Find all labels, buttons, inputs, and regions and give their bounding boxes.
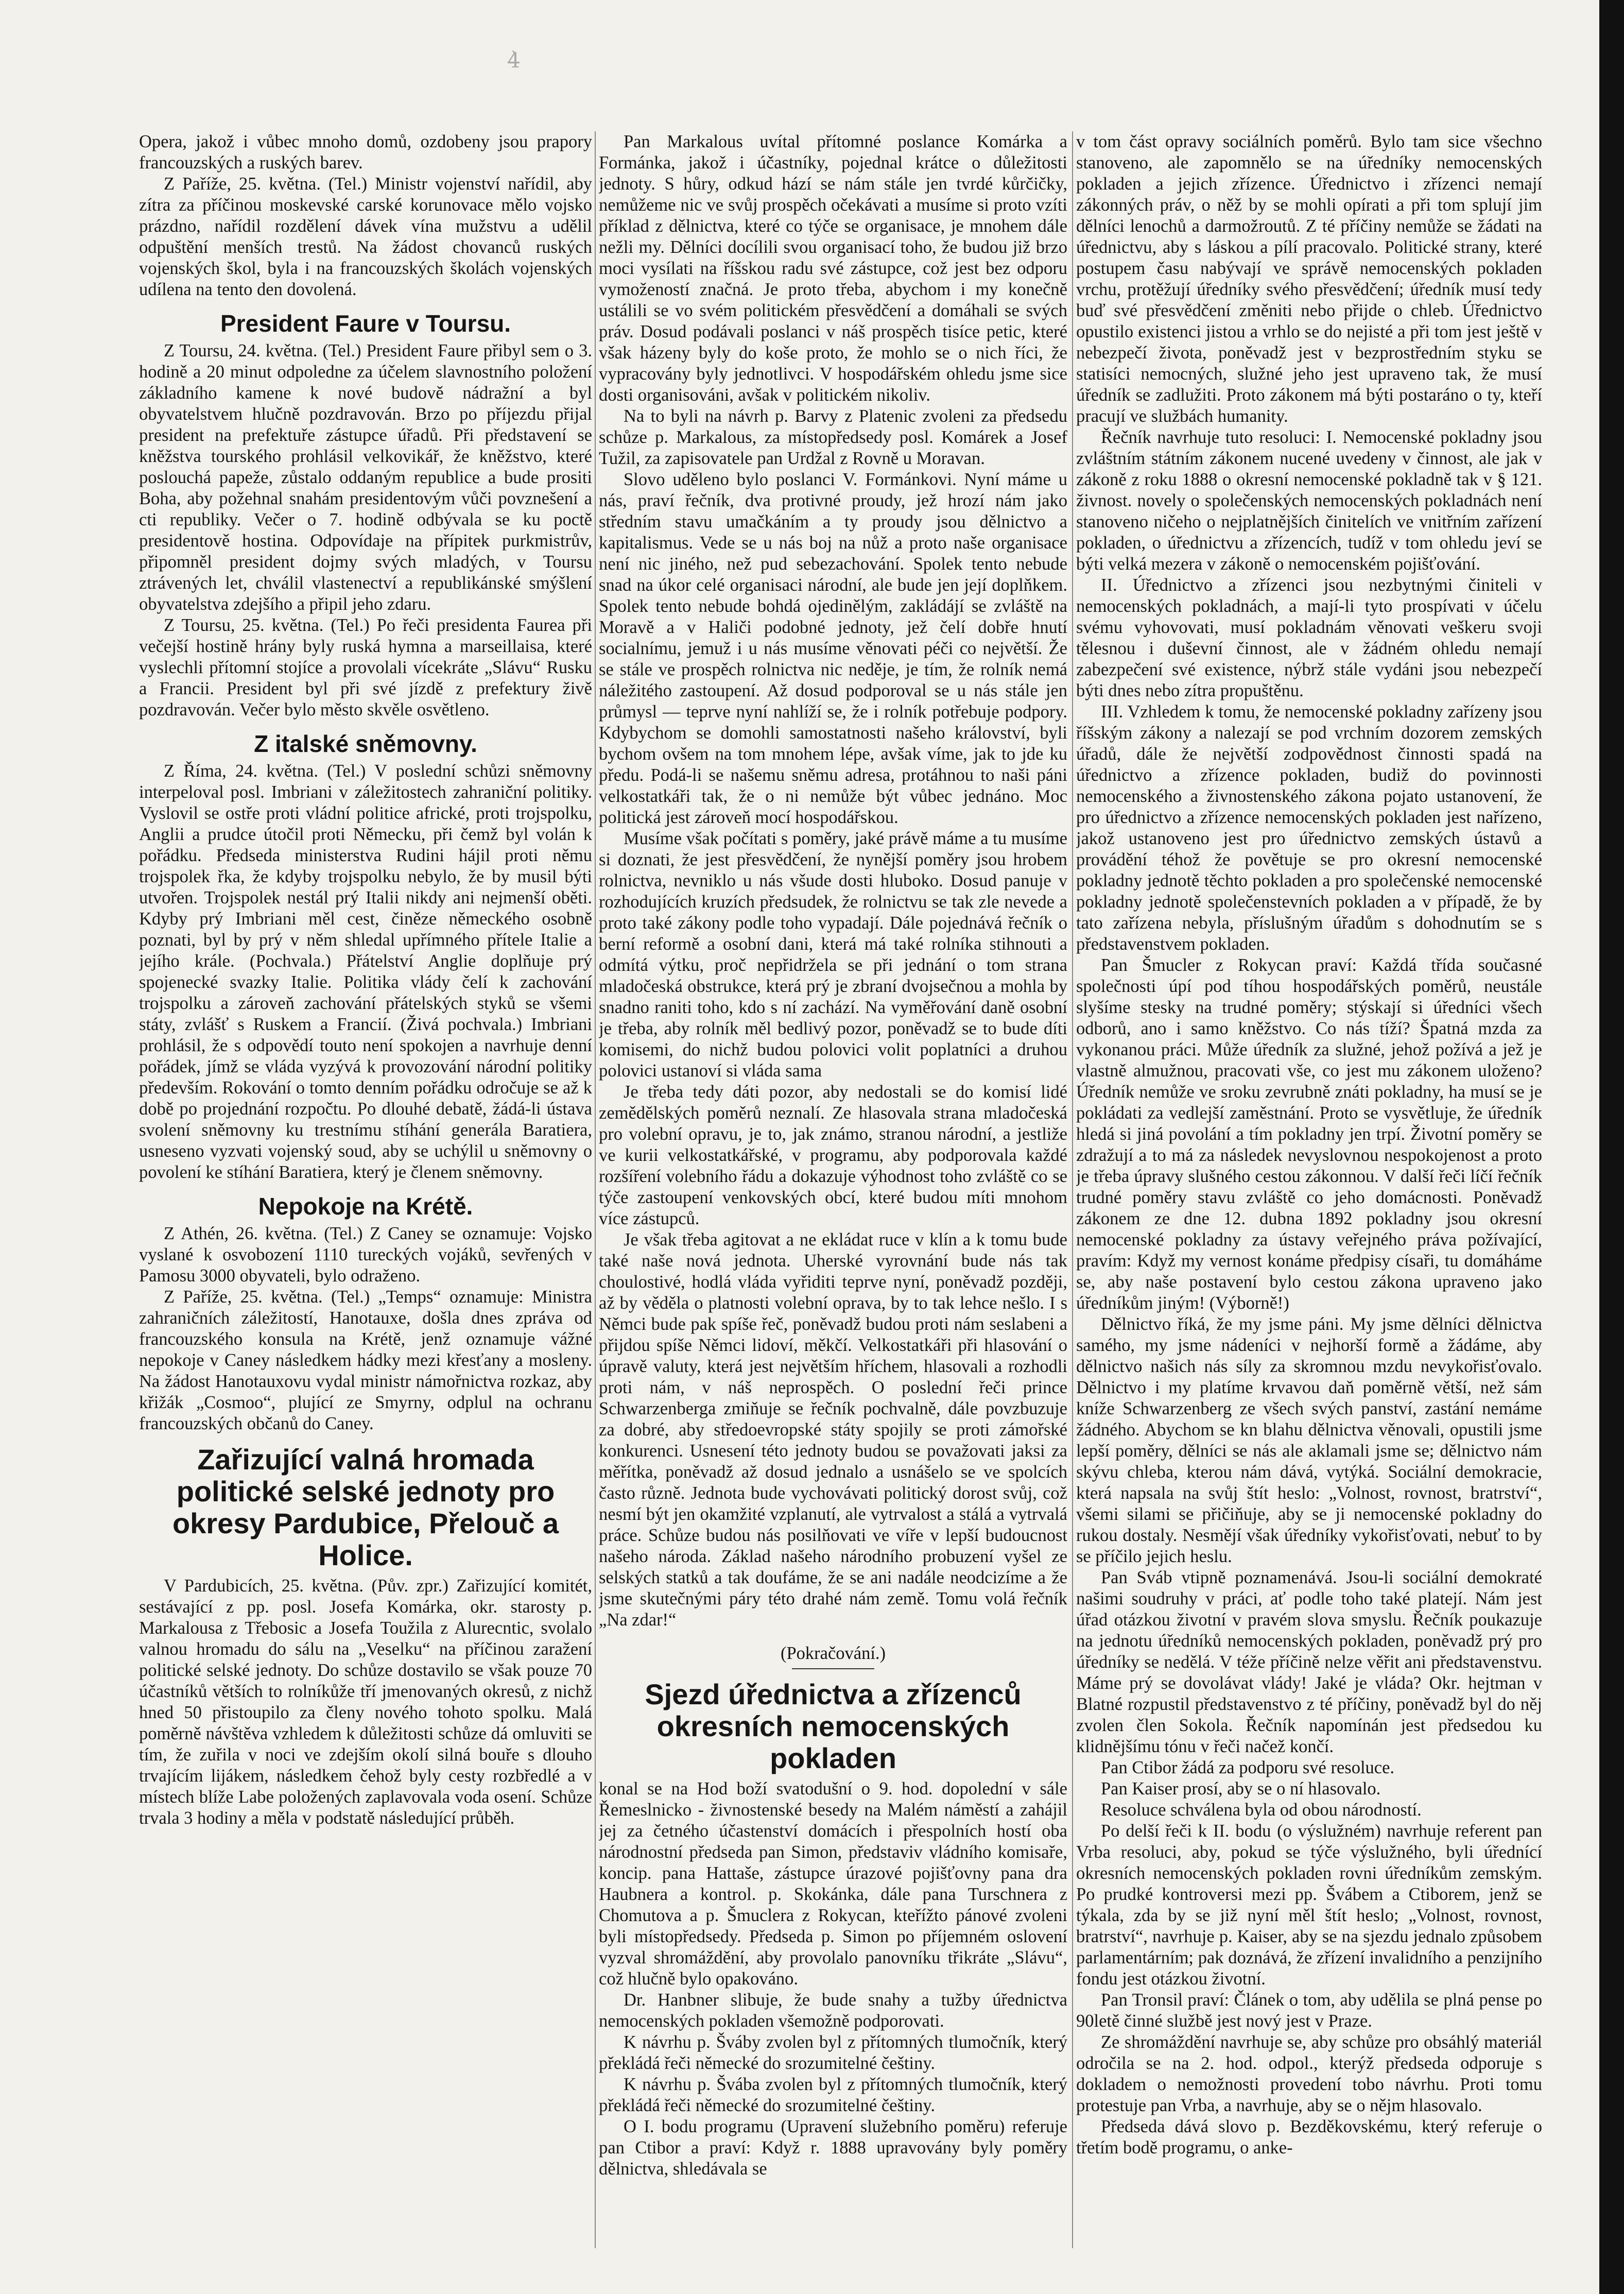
paragraph: II. Úřednictvo a zřízenci jsou nezbytnými činiteli v nemocenských pokladnách, a mají-li tyto prospívati v účelu svému vyhovovati, musí pokladnám věnovati veškeru svoji tělesnou i duševní činnost, ale v žádném ohledu nemají zabezpečení své existence, nýbrž stále vydáni jsou nebezpečí býti dnes nebo zítra propuštěnu. [1076,575,1542,700]
paragraph: K návrhu p. Švába zvolen byl z přítomných tlumočník, který překládá řeči německé do srozumitelné češtiny. [599,2075,1067,2115]
paragraph: Opera, jakož i vůbec mnoho domů, ozdobeny jsou prapory francouzských a ruských barev. [139,132,592,173]
column-rule [595,131,596,2248]
article-heading: Z italské sněmovny. [254,730,477,757]
column-2 [599,131,1067,2253]
paragraph: konal se na Hod boží svatodušní o 9. hod. dopolední v sále Řemeslnicko - živnostenské besedy na Malém náměstí a zahájil jej za četného účastenství domácích i přespolních hostí oba národnostní předseda pan Simon, představiv vládního komisaře, koncip. pana Hattaše, zástupce úrazové pojišťovny pana dra Haubnera a kontrol. p. Skokánka, dále pana Turschnera z Chomutova a p. Šmuclera z Rokycan, kteřížto pánové zvoleni byli místopředsedy. Předseda p. Simon po příjemném oslovení vyzval shromáždění, aby provolalo panovníku třikráte „Slávu“, což hlučně bylo opakováno. [599,1779,1067,1989]
page-mark: 4̶̀ [507,49,521,73]
paragraph: Musíme však počítati s poměry, jaké právě máme a tu musíme si doznati, že jest přesvědčení, že nynější poměry jsou hrobem rolnictva, nevniklo u nás všude dosti hluboko. Dosud panuje v rozhodujících kruzích předsudek, že rolnictvu se tak zle nevede a proto také zákony podle toho vypadají. Dále pojednává řečník o berní reformě a osobní dani, která má také rolníka stihnouti a odmítá výtku, proč nepřidržela se při jednání o tom strana mladočeská obstrukce, která prý je zbraní dvojsečnou a mohla by snadno raniti toho, kdo s ní zachází. Na vyměřování daně osobní je třeba, aby rolník měl bedlivý pozor, poněvadž se to bude díti komisemi, do nichž budou polovici volit poplatníci a druhou polovici ustanoví si vláda sama [599,829,1067,1081]
paragraph: Dr. Hanbner slibuje, že bude snahy a tužby úřednictva nemocenských pokladen všemožně podporovati. [599,1990,1067,2031]
paragraph: Pan Tronsil praví: Článek o tom, aby udělila se plná pense po 90letě činné službě jest nový jest v Praze. [1076,1990,1542,2031]
paragraph: Z Toursu, 25. května. (Tel.) Po řeči presidenta Faurea při večejší hostině hrány byly ruská hymna a marseillaisa, které vyslechli přítomní stojíce a provolali vícekráte „Slávu“ Rusku a Francii. President byl při své jízdě z prefektury živě pozdravován. Večer bylo město skvěle osvětleno. [139,615,592,720]
paragraph: III. Vzhledem k tomu, že nemocenské pokladny zařízeny jsou říšským zákony a nalezají se pod vrchním dozorem zemských úřadů, dále že největší zodpovědnost činnosti spadá na úřednictvo a zřízence pokladen, budiž do povinnosti nemocenského a živnostenského zákona pojato ustanovení, že pro úřednictvo a zřízence nemocenských pokladen jest nařízeno, jakož ustanoveno jest pro úřednictvo zemských ústavů a provádění téhož že povětuje se pro okresní nemocenské pokladny jednotě těchto pokladen a pro společenské nemocenské pokladny jednotě společenstevních pokladen a v případě, že by tato zařízena nebyla, příslušným úřadům s dohodnutím se s představenstvem pokladen. [1076,702,1542,954]
paragraph: Resoluce schválena byla od obou národností. [1101,1800,1422,1820]
paragraph: Po delší řeči k II. bodu (o výslužném) navrhuje referent pan Vrba resoluci, aby, pokud se týče výslužného, byli úřednící okresních nemocenských pokladen rovni úředníkům zemským. Po prudké kontroversi mezi pp. Švábem a Ctiborem, jenž se týkala, zda by se již nyní měl štít heslo; „Volnost, rovnost, bratrství“, navrhuje p. Kaiser, aby se na sjezdu jednalo způsobem parlamentárním; pak doznává, že zřízení invalidního a penzijního fondu jest otázkou životní. [1076,1821,1542,1989]
paragraph: Z Paříže, 25. května. (Tel.) „Temps“ oznamuje: Ministra zahraničních záležitostí, Hanotauxe, došla dnes zpráva od francouzského konsula na Krétě, jenž oznamuje vážné nepokoje v Caney následkem hádky mezi křesťany a mosleny. Na žádost Hanotauxovu vydal ministr námořnictva rozkaz, aby křižák „Cosmoo“, plující ze Smyrny, odplul na ochranu francouzských občanů do Caney. [139,1287,592,1433]
paragraph: Z Říma, 24. května. (Tel.) V poslední schůzi sněmovny interpeloval posl. Imbriani v záležitostech zahraniční politiky. Vyslovil se ostře proti vládní politice africké, proti trojspolku, Anglii a prudce útočil proti Německu, při čemž byl volán k pořádku. Předseda ministerstva Rudini hájil proti němu trojspolek řka, že kdyby trojspolku nebylo, že by musil býti utvořen. Trojspolek nestál prý Italii nikdy ani nejmenší oběti. Kdyby prý Imbriani měl cest, činěze německého osobně poznati, byl by prý v něm shledal upřímného přítele Italie a jejího krále. (Pochvala.) Přátelství Anglie doplňuje prý spojenecké svazky Italie. Politika vlády čelí k zachování trojspolku a zároveň zachování přátelských styků se všemi státy, zvlášť s Ruskem a Francií. (Živá pochvala.) Imbriani prohlásil, že s odpovědí touto není spokojen a navrhuje denní pořádek, jímž se vláda vyzývá k provozování národní politiky především. Rokování o tomto denním pořádku odročuje se až k době po projednání rozpočtu. Po dlouhé debatě, žádá-li ústava svolení sněmovny ku trestnímu stíhání generála Baratiera, usneseno vyzvati vojenský soud, aby se uchýlil u sněmovny o povolení ke stíhání Baratiera, který je členem sněmovny. [139,761,592,1182]
divider [792,1668,874,1669]
paragraph: O I. bodu programu (Upravení služebního poměru) referuje pan Ctibor a praví: Když r. 1888 upravovány byly poměry dělnictva, shledávala se [599,2117,1067,2179]
paragraph: Z Athén, 26. května. (Tel.) Z Caney se oznamuje: Vojsko vyslané k osvobození 1110 tureckých vojáků, sevřených v Pamosu 3000 obyvateli, bylo odraženo. [139,1224,592,1286]
paragraph: Pan Sváb vtipně poznamenává. Jsou-li sociální demokraté našimi soudruhy v práci, ať podle toho také platejí. Nám jest úřad otázkou životní v pravém slova smyslu. Řečník poukazuje na jednotu úředníků nemocenských pokladen, poněvadž prý pro úředníky se nedělá. V téže příčině nelze věřit ani představenstvu. Máme prý se dovolávat vlády! Jaké je vláda? Okr. hejtman v Blatné rozpustil představenstvo z té příčiny, poněvadž byl do něj zvolen člen Sokola. Řečník napomínán jest předsedou ku klidnějšímu tónu v řeči načež končí. [1076,1568,1542,1756]
paragraph: Pan Ctibor žádá za podporu své resoluce. [1101,1758,1395,1777]
article-heading: Nepokoje na Krétě. [258,1193,473,1220]
paragraph: v tom část opravy sociálních poměrů. Bylo tam sice všechno stanoveno, ale zapomnělo se na úředníky nemocenských pokladen a jejich zřízence. Úřednictvo i zřízenci nemají zákonných práv, o něž by se mohli opírati a při tom splují jim dělníci lenochů a darmožroutů. Z té příčiny nemůže se žádati na úřednictvu, aby s láskou a pílí pracovalo. Politické strany, které postupem času nabývají ve správě nemocenských pokladen vrchu, protěžují úředníky svého přesvědčení; úředník musí tedy buď své přesvědčení změniti nebo přijde o chleb. Úřednictvo opustilo existenci jistou a vrhlo se do nejisté a při tom jest ještě v nebezpečí života, poněvadž jest v bezprostředním styku se statisíci nemocných, služné jeho jest upraveno tak, že musí úředník se zadlužiti. Proto zákonem má býti postaráno o ty, kteří pracují ve službách humanity. [1076,132,1542,426]
paragraph: Z Toursu, 24. května. (Tel.) President Faure přibyl sem o 3. hodině a 20 minut odpoledne za účelem slavnostního položení základního kamene k nové budově nádražní a byl obyvatelstvem hlučně pozdravován. Brzo po příjezdu přijal president na prefektuře zástupce úřadů. Při představení se kněžstva tourského prohlásil velkovikář, že kněžstvo, které poslouchá papeže, zůstalo oddaným republice a bude prositi Boha, aby požehnal snahám presidentovým vůči povznešení a cti republiky. Večer o 7. hodině odbývala se ku poctě presidentově hostina. Odpovídaje na přípitek purkmistrův, připomněl president dojmy svých mladých, v Toursu ztrávených let, chválil vlastenectví a republikánské smýšlení obyvatelstva zdejšího a připil jeho zdaru. [139,341,592,614]
paragraph: Řečník navrhuje tuto resoluci: I. Nemocenské pokladny jsou zvláštním státním zákonem nucené uvedeny v činnost, ale jak v zákoně z roku 1888 o okresní nemocenské pokladně tak v § 121. živnost. novely o společenských nemocenských pokladnách není stanoveno ničeho o nejplatnějších činitelích ve vnitřním zařízení pokladen, o úřednictvu a zřízencích, tudíž v tom ohledu jeví se býti velká mezera v zákoně o nemocenském pojišťování. [1076,427,1542,574]
paragraph: Ze shromáždění navrhuje se, aby schůze pro obsáhlý materiál odročila se na 2. hod. odpol., kterýž předseda odporuje s dokladem o nemožnosti provedení tobo návrhu. Proti tomu protestuje pan Vrba, a navrhuje, aby se o nějm hlasovalo. [1076,2032,1542,2115]
column-rule [1072,131,1073,2248]
article-heading: President Faure v Toursu. [220,310,511,337]
paragraph: Předseda dává slovo p. Bezděkovskému, který referuje o třetím bodě programu, o anke- [1076,2117,1542,2158]
continuation-label: (Pokračování.) [780,1644,886,1663]
paragraph: Dělnictvo říká, že my jsme páni. My jsme dělníci dělnictva samého, my jsme nádeníci v nejhorší formě a žádáme, aby dělnictvo našich nás síly za skromnou mzdu nevykořisťovalo. Dělnictvo i my platíme krvavou daň poměrně větší, než sám kníže Schwarzenberg ze všech svých panství, zastání nemáme žádného. Abychom se kn blahu dělnictva věnovali, opustili jsme lepší poměry, dělníci se nás ale aklamali jsme se; dělnictvo nám skývu chleba, kterou nám dává, vytýká. Sociální demokracie, která napsala na svůj štít heslo: „Volnost, rovnost, bratrství“, všemi silami se přičiňuje, aby se ji nemocenské pokladny do rukou dostaly. Nesmějí však úředníky vykořisťovati, nebuť to by se příčilo jejich heslu. [1076,1314,1542,1566]
paragraph: Z Paříže, 25. května. (Tel.) Ministr vojenství nařídil, aby zítra za příčinou moskevské carské korunovace mělo vojsko prázdno, nařídil rozdělení dávek vína mužstvu a udělil odpuštění menších trestů. Na žádost chovanců ruských vojenských škol, byla i na francouzských školách vojenských udílena na tento den dovolená. [139,174,592,299]
paragraph: Pan Šmucler z Rokycan praví: Každá třída současné společnosti úpí pod tíhou hospodářských poměrů, neustále slyšíme stesky na trudné poměry; stýskají si úředníci všech odborů, ano i samo kněžstvo. Co nás tíží? Špatná mzda za vykonanou práci. Může úředník za služné, jehož požívá a jež je vlastně almužnou, pracovati vše, co jest mu zákonem uloženo? Úředník nemůže ve sroku zevrubně znáti pokladny, ha musí se je pokládati za vedlejší zaměstnání. Proto se vysvětluje, že úředník hledá si jiná povolání a tím pokladny jen trpí. Životní poměry se zdražují a to má za následek nevyslovnou nespokojenost a proto je třeba úpravy slušného cestou zákonnou. V další řeči líčí řečník trudné poměry stavu zvláště co jeho domácnosti. Poněvadž zákonem ze dne 12. dubna 1892 pokladny jsou okresní nemocenské pokladny za ústavy veřejného práva požívající, pravím: Když my vernost konáme předpisy císaři, tu domáháme se, aby naše postavení bylo cestou zákona upraveno jako úředníkům jiným! (Výborně!) [1076,955,1542,1313]
page-edge [1599,0,1624,2294]
paragraph: Slovo uděleno bylo poslanci V. Formánkovi. Nyní máme u nás, praví řečník, dva protivné proudy, jež hrozí nám jako středním stavu umačkáním a ty proudy jsou dělnictvo a kapitalismus. Vede se u nás boj na nůž a proto naše organisace není nic jiného, než pud sebezachování. Spolek tento nebude snad na úkor celé organisaci národní, ale bude jen její doplňkem. Spolek tento nebude bohdá ojedinělým, zakládájí se zvláště na Moravě a v Haliči podobné jednoty, jež čelí dobře hnutí socialnímu, jemuž i u nás musíme věnovati péči co největší. Že se stále ve prospěch rolnictva nic neděje, je tím, že rolník nemá náležitého zastoupení. Až dosud podporoval se u nás stále jen průmysl — teprve nyní nahlíží se, že i rolník potřebuje podpory. Kdybychom se domohli samostatnosti našeho království, byli bychom ovšem na tom mnohem lépe, avšak víme, jak to jde ku předu. Podá-li se našemu sněmu adresa, protáhnou to naši páni velkostatkáři tak, že o ni nemůže být vůbec jednáno. Moc politická jest zároveň mocí hospodářskou. [599,470,1067,827]
paragraph: Je třeba tedy dáti pozor, aby nedostali se do komisí lidé zemědělských poměrů neznalí. Ze hlasovala strana mladočeská pro volební opravu, je to, jak známo, stranou národní, a jestliže ve kurii velkostatkářské, v programu, aby podporovala každé rozšíření volebního řádu a dokazuje výhodnost toho zvláště co se týče zastoupení venkovských obcí, které budou míti mnohom více zástupců. [599,1082,1067,1228]
column-1 [139,131,592,2253]
paragraph: K návrhu p. Šváby zvolen byl z přítomných tlumočník, který překládá řeči německé do srozumitelné češtiny. [599,2032,1067,2073]
paragraph: Je však třeba agitovat a ne ekládat ruce v klín a k tomu bude také naše nová jednota. Uherské vyrovnání bude nás tak choulostivé, hodlá vláda vyřiditi teprve nyní, poněvadž později, až by věděla o platnosti volební oprava, by to tak lehce nešlo. I s Němci bude pak spíše řeč, poněvadž budou proti nám seslabeni a přijdou spíše Němci lidoví, měkčí. Velkostatkáři při hlasování o úpravě valuty, která jest největším hříchem, hlasovali a rozhodli proti nám, v náš neprospěch. O poslední řeči prince Schwarzenberga zmiňuje se řečník pochvalně, dále povzbuzuje za dobré, aby středoevropské státy spojily se proti zámořské konkurenci. Usnesení této jednoty budou se považovati jaksi za měřítka, poněvadž až dosud jednalo a usnášelo se ve spolcích často různě. Jednota bude vychovávati politický dorost svůj, což nesmí být jen okamžité vzplanutí, ale vytrvalost a stálá a vytrvalá práce. Schůze budou nás posilňovati ve víře v lepší budoucnost našeho národa. Základ našeho národního probuzení vyšel ze selských statků a tak doufáme, že se ani nadále neodcizíme a že jsme skutečnými páry této drahé nám země. Tomu volá řečník „Na zdar!“ [599,1230,1067,1630]
paragraph: Na to byli na návrh p. Barvy z Platenic zvoleni za předsedu schůze p. Markalous, za místopředsedy posl. Komárek a Josef Tužil, za zapisovatele pan Urdžal z Rovně u Moravan. [599,406,1067,468]
paragraph: Pan Kaiser prosí, aby se o ní hlasovalo. [1101,1779,1381,1799]
paragraph: Pan Markalous uvítal přítomné poslance Komárka a Formánka, jakož i účastníky, pojednal krátce o důležitosti jednoty. S hůry, odkud hází se nám stále jen tvrdé kůrčičky, nemůžeme nic ve svůj prospěch očekávati a musíme si proto vzíti příklad z dělnictva, které co týče se organisace, je mnohem dále nežli my. Dělníci docílili svou organisací toho, že budou již brzo moci vysílati na říšskou radu své zástupce, což jest bez odporu vymožeností značná. Je proto třeba, abychom i my konečně ustálili se vo svém politickém přesvědčení a domáhali se svých práv. Dosud podávali poslanci v náš prospěch tisíce petic, které však házeny byly do koše proto, že mohlo se o nich říci, že vypracovány byly jednotlivci. V hospodářském ohledu jsme sice dosti organisováni, avšak v politickém nikoliv. [599,132,1067,405]
paragraph: V Pardubicích, 25. května. (Pův. zpr.) Zařizující komitét, sestávající z pp. posl. Josefa Komárka, okr. starosty p. Markalousa z Třebosic a Josefa Toužila z Alurecntic, svolalo valnou hromadu do sálu na „Veselku“ na příčinou zaražení politické selské jednoty. Do schůze dostavilo se však pouze 70 účastníků větších to rolníkůže tří jmenovaných okresů, z nichž hned 50 přistoupilo za členy nového tohoto spolku. Malá poměrně návštěva vzhledem k důležitosti schůze dá omluviti se tím, že zuřila v noci ve zdejším okolí silná bouře s dlouho trvajícím lijákem, následkem čehož byly cesty rozbředlé a v místech blíže Labe položených zaplavovala voda osení. Schůze trvala 3 hodiny a měla v podstatě následující průběh. [139,1576,592,1828]
column-3 [1076,131,1542,2253]
article-heading: Zařizující valná hromada politické selské jednoty pro okresy Pardubice, Přelouč a Holice. [172,1443,559,1571]
article-heading: Sjezd úřednictva a zřízenců okresních nemocenských pokladen [645,1678,1022,1774]
